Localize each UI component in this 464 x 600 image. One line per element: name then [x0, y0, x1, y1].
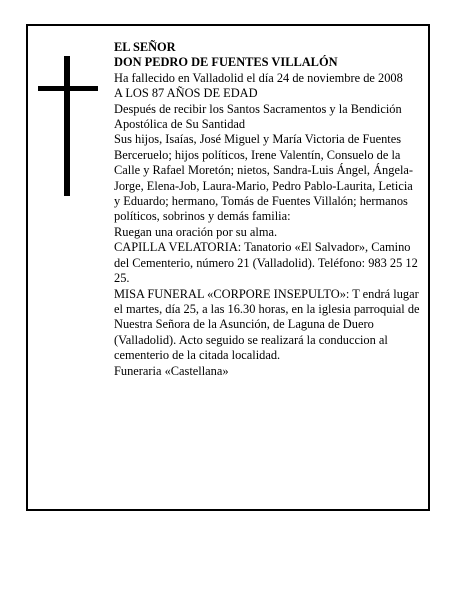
latin-cross-icon [38, 56, 98, 196]
sacraments-line: Después de recibir los Santos Sacramentos y la Bendición Apostólica de Su Santidad [114, 101, 402, 132]
cross-horizontal-bar [38, 86, 98, 91]
deceased-name: DON PEDRO DE FUENTES VILLALÓN [114, 55, 338, 70]
funeral-mass-info: MISA FUNERAL «CORPORE INSEPULTO»: T endrá lugar el martes, día 25, a las 16.30 horas, en la iglesia parroquial de Nuestra Señora de la Asunción, de Laguna de Duero (Valladolid). Acto seguido se realizará la conduccion al cementerio de la citada localidad. [114, 286, 420, 363]
title-line-1: EL SEÑOR [114, 40, 176, 54]
cross-vertical-bar [64, 56, 70, 196]
death-info: Ha fallecido en Valladolid el día 24 de noviembre de 2008 [114, 70, 403, 85]
funeral-home: Funeraria «Castellana» [114, 363, 229, 378]
age-line: A LOS 87 AÑOS DE EDAD [114, 86, 258, 101]
family-list: Sus hijos, Isaías, José Miguel y María Victoria de Fuentes Berceruelo; hijos políticos, Irene Valentín, Consuelo de la Calle y Rafael Moretón; nietos, Sandra-Luis Ángel, Ángela-Jorge, Elena-Job, Laura-Mario, Pedro Pablo-Laurita, Leticia y Eduardo; hermano, Tomás de Fuentes Villalón; hermanos políticos, sobrinos y demás familia: [114, 132, 414, 224]
chapel-info: CAPILLA VELATORIA: Tanatorio «El Salvador», Camino del Cementerio, número 21 (Valladolid). Teléfono: 983 25 12 25. [114, 240, 418, 286]
obituary-content [114, 40, 422, 379]
prayer-line: Ruegan una oración por su alma. [114, 224, 278, 239]
